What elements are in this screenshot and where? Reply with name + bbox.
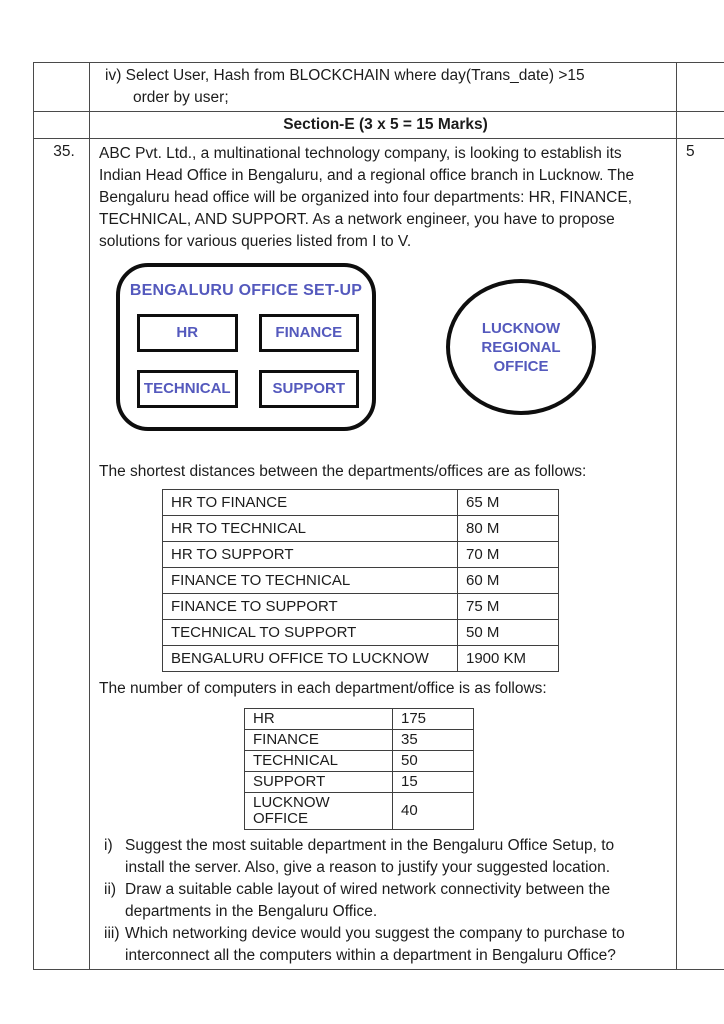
subquestion-text: Suggest the most suitable department in the Bengaluru Office Setup, to install the server. Also, give a reason to justify your suggested location. — [125, 837, 615, 876]
department-box-finance: FINANCE — [259, 314, 360, 352]
cell-route: BENGALURU OFFICE TO LUCKNOW — [163, 646, 458, 672]
subquestion-item — [104, 835, 672, 879]
lucknow-office-circle — [446, 279, 596, 415]
lucknow-office-label: LUCKNOW REGIONAL OFFICE — [481, 319, 561, 375]
section-header-marks-cell — [677, 112, 724, 139]
cell-location: FINANCE — [245, 730, 393, 751]
marks-cell-empty — [677, 63, 724, 112]
department-box-technical: TECHNICAL — [137, 370, 238, 408]
table-row — [163, 594, 559, 620]
department-box-support: SUPPORT — [259, 370, 360, 408]
cell-count: 15 — [393, 772, 474, 793]
office-setup-diagram — [99, 263, 672, 441]
cell-route: HR TO FINANCE — [163, 490, 458, 516]
cell-location: HR — [245, 709, 393, 730]
table-row — [163, 646, 559, 672]
row-question-35 — [34, 139, 724, 970]
question-number: 35. — [34, 139, 90, 970]
subquestion-label: ii) — [104, 881, 117, 898]
table-row — [163, 490, 559, 516]
cell-value: 1900 KM — [458, 646, 559, 672]
table-row — [245, 751, 474, 772]
cell-route: FINANCE TO SUPPORT — [163, 594, 458, 620]
computers-table — [244, 708, 474, 830]
subquestion-text: Draw a suitable cable layout of wired network connectivity between the departments in the Bengaluru Office. — [125, 881, 611, 920]
table-row — [163, 568, 559, 594]
section-header-left-cell — [34, 112, 90, 139]
cell-value: 70 M — [458, 542, 559, 568]
question-35-content-cell — [90, 139, 677, 970]
cell-route: FINANCE TO TECHNICAL — [163, 568, 458, 594]
cell-value: 60 M — [458, 568, 559, 594]
cell-count: 35 — [393, 730, 474, 751]
cell-route: HR TO TECHNICAL — [163, 516, 458, 542]
cell-count: 50 — [393, 751, 474, 772]
section-header: Section-E (3 x 5 = 15 Marks) — [90, 112, 677, 139]
cell-count: 175 — [393, 709, 474, 730]
cell-value: 75 M — [458, 594, 559, 620]
bengaluru-office-box — [116, 263, 376, 431]
cell-route: HR TO SUPPORT — [163, 542, 458, 568]
department-box-hr: HR — [137, 314, 238, 352]
cell-value: 50 M — [458, 620, 559, 646]
table-row — [245, 772, 474, 793]
cell-location: TECHNICAL — [245, 751, 393, 772]
subquestion-label: i) — [104, 837, 113, 854]
query-iv-line2: order by user; — [133, 89, 229, 106]
cell-value: 65 M — [458, 490, 559, 516]
table-row — [245, 730, 474, 751]
cell-count: 40 — [393, 793, 474, 830]
cell-location: LUCKNOW OFFICE — [245, 793, 393, 830]
cell-value: 80 M — [458, 516, 559, 542]
table-row — [163, 542, 559, 568]
subquestion-item — [104, 923, 672, 967]
question-marks: 5 — [677, 139, 724, 970]
table-row — [163, 620, 559, 646]
question-intro-text: ABC Pvt. Ltd., a multinational technology company, is looking to establish its Indian Head Office in Bengaluru, and a regional office branch in Lucknow. The Bengaluru head office will be organized into four departments: HR, FINANCE, TECHNICAL, AND SUPPORT. As a network engineer, you have to propose solutions for various queries listed from I to V. — [99, 145, 635, 250]
table-row — [163, 516, 559, 542]
cell-location: SUPPORT — [245, 772, 393, 793]
row-query-iv — [34, 63, 724, 112]
distances-caption: The shortest distances between the departments/offices are as follows: — [99, 463, 587, 480]
query-iv-line1: iv) Select User, Hash from BLOCKCHAIN where day(Trans_date) >15 — [105, 67, 585, 84]
cell-route: TECHNICAL TO SUPPORT — [163, 620, 458, 646]
row-section-header — [34, 112, 724, 139]
distances-table — [162, 489, 559, 672]
subquestion-item — [104, 879, 672, 923]
table-row — [245, 793, 474, 830]
question-number-cell-empty — [34, 63, 90, 112]
table-row — [245, 709, 474, 730]
computers-caption: The number of computers in each department/office is as follows: — [99, 680, 547, 697]
subquestion-text: Which networking device would you suggest the company to purchase to interconnect all the computers within a department in Bengaluru Office? — [125, 925, 625, 964]
department-grid — [120, 314, 372, 408]
question-paper-table — [33, 62, 724, 970]
subquestion-label: iii) — [104, 925, 120, 942]
subquestion-list — [99, 835, 672, 967]
query-iv-cell — [90, 63, 677, 112]
bengaluru-office-title: BENGALURU OFFICE SET-UP — [129, 282, 363, 299]
